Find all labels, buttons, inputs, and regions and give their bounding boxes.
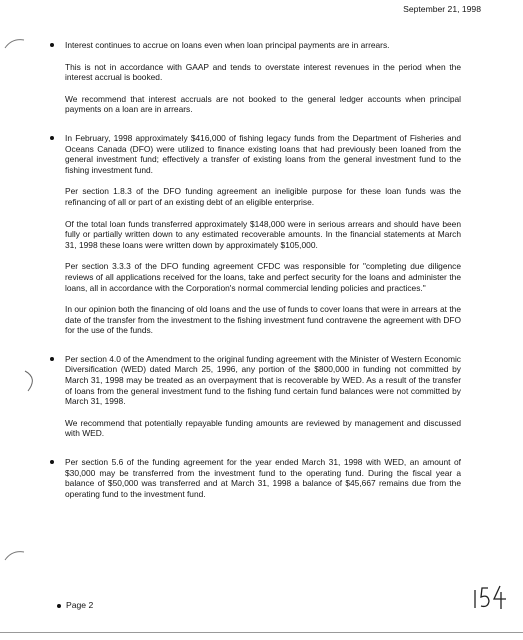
paragraph: Interest continues to accrue on loans even when loan principal payments are in arrears. [65,40,390,50]
scan-mark-left-curve [22,368,42,394]
bullet-item [65,133,461,175]
paragraph: Per section 3.3.3 of the DFO funding agreement CFDC was responsible for "completing due diligence reviews of all applications received for the loans, take and perfect security for the loans and administer the loans, all in accordance with the Corporation's normal commercial lending policies and practices." [65,261,461,293]
bullet-item [65,40,461,51]
bullet-item [65,457,461,499]
scan-mark-top-left [4,36,26,50]
paragraph: In our opinion both the financing of old loans and the use of funds to cover loans that were in arrears at the date of the transfer from the investment to the fishing investment fund contravene the agreement with DFO for the use of the funds. [65,304,461,336]
bullet-icon [50,43,54,47]
page-label: Page 2 [66,600,94,610]
document-body [65,40,461,499]
paragraph: We recommend that potentially repayable funding amounts are reviewed by management and discussed with WED. [65,417,461,439]
page-number [57,600,93,611]
scan-mark-bottom-left [4,548,26,562]
bullet-icon [50,136,54,140]
paragraph: Per section 1.8.3 of the DFO funding agreement an ineligible purpose for these loan funds was the refinancing of all or part of an existing debt of an eligible enterprise. [65,186,461,207]
paragraph: We recommend that interest accruals are not booked to the general ledger accounts when principal payments on a loan are in arrears. [65,93,461,115]
paragraph: In February, 1998 approximately $416,000 of fishing legacy funds from the Department of Fisheries and Oceans Canada (DFO) were utilized to finance existing loans that had previously been loaned from the general investment fund; effectively a transfer of existing loans from the general investment fund to the fishing investment fund. [65,132,461,175]
bullet-icon [50,460,54,464]
bullet-icon [57,604,61,608]
paragraph: Per section 5.6 of the funding agreement for the year ended March 31, 1998 with WED, an amount of $30,000 may be transferred from the investment fund to the operating fund. During the fiscal year a balance of $50,000 was transferred and at March 31, 1998 a balance of $45,667 remains due from the operating fund to the investment fund. [65,457,461,499]
handwritten-page-number-icon [470,582,510,612]
bullet-item [65,354,461,407]
paragraph: Per section 4.0 of the Amendment to the original funding agreement with the Minister of Western Economic Diversification (WED) dated March 25, 1996, any portion of the $800,000 in funding not committed by March 31, 1998 may be treated as an overpayment that is recoverable by WED. As a result of the transfer of loans from the general investment fund to the fishing fund certain fund balances were not committed by March 31, 1998. [65,353,461,407]
paragraph: This is not in accordance with GAAP and tends to overstate interest revenues in the period when the interest accrual is booked. [65,61,461,83]
document-date: September 21, 1998 [403,4,481,14]
bullet-icon [50,357,54,361]
paragraph: Of the total loan funds transferred approximately $148,000 were in serious arrears and should have been fully or partially written down to any estimated recoverable amounts. In the financial statements at March 31, 1998 these loans were written down by approximately $105,000. [65,218,461,250]
scan-border-line [0,632,523,633]
